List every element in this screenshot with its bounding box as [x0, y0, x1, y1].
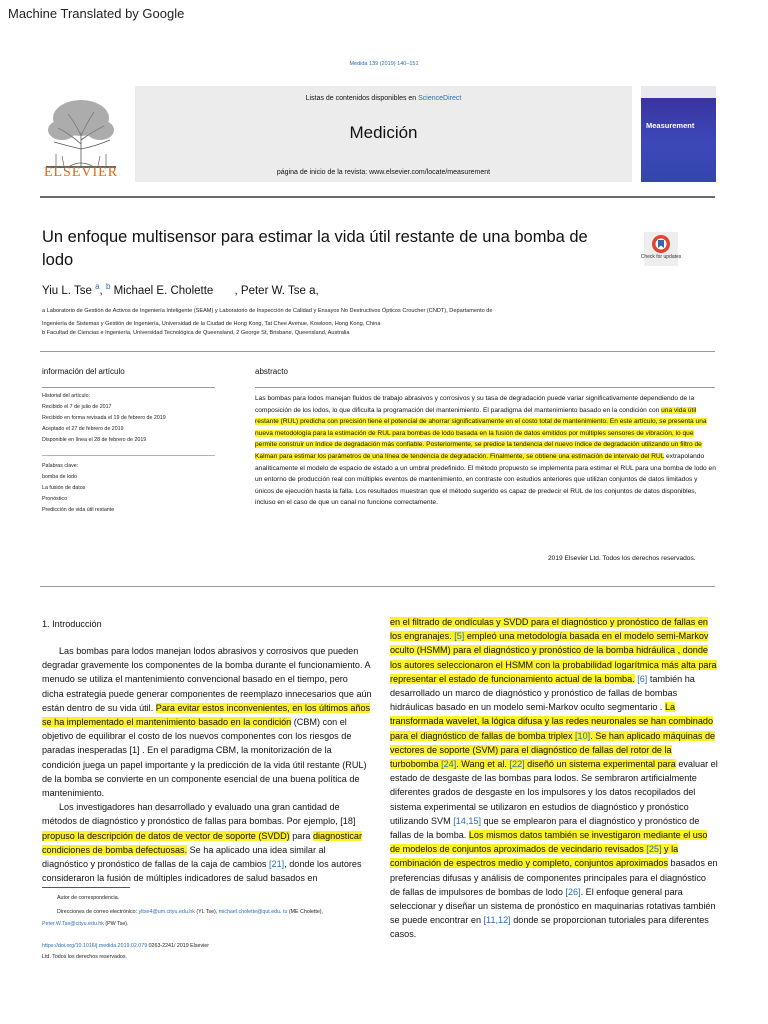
highlight-run: . Wang et al.: [456, 759, 510, 770]
history-received: Recibido el 7 de julio de 2017: [42, 404, 112, 410]
abstract-divider: [40, 586, 715, 587]
author-list: [42, 282, 319, 297]
header-divider: [40, 196, 715, 198]
citation-link[interactable]: [11,12]: [483, 915, 511, 926]
history-revised: Recibido en forma revisada el 19 de febrero de 2019: [42, 415, 166, 421]
contents-line: [135, 95, 632, 102]
highlight-run: Los mismos datos también se investigaron mediante el uso de modelos de conjuntos aproximados de vecindario revisados: [390, 830, 708, 855]
keyword-item: La fusión de datos: [42, 485, 86, 491]
history-accepted: Aceptado el 27 de febrero de 2019: [42, 426, 124, 432]
highlight-run: Para evitar estos inconvenientes, en los últimos años se ha implementado el mantenimiento basado en la condición: [42, 702, 371, 728]
affiliation-a-line-2: Ingeniería de Sistemas y Gestión de Ingeniería, Universidad de la Ciudad de Hong Kong, Tat Chee Avenue, Kowloon, Hong Kong, China: [42, 321, 381, 327]
text-run: para: [289, 830, 313, 841]
journal-homepage[interactable]: página de inicio de la revista: www.elsevier.com/locate/measurement: [276, 169, 491, 176]
publisher-logo-text: ELSEVIER: [43, 165, 119, 180]
article-info-heading: información del artículo: [42, 367, 125, 376]
intro-paragraph-2: [42, 800, 372, 885]
author-1-affil-link[interactable]: a: [95, 282, 100, 291]
contents-prefix: Listas de contenidos disponibles en: [305, 95, 419, 102]
abstract-highlight: una vida útil restante (RUL) predicha con precisión tiene el potencial de ahorrar significativamente en el costo total de mantenimiento. En este artículo, se presenta una nueva metodología para la estimación de RUL para bombas de lodo basada en la fusión de datos emitidos por múltiples sensores de vibración, lo que permite construir un índice de degradación más confiable. Posteriormente, se predice la tendencia del nuevo índice de degradación utilizando un filtro de Kalman para estimar los parámetros de una línea de tendencia de degradación. Finalmente, se obtiene una estimación de intervalo del RUL: [255, 406, 707, 460]
citation-link[interactable]: [6]: [637, 673, 648, 684]
text-run: donde se proporcionan tutoriales para diferentes casos.: [390, 915, 709, 940]
history-rule: [42, 455, 215, 456]
history-heading: Historial del artículo:: [42, 393, 90, 399]
journal-title: Medición: [349, 123, 418, 142]
highlight-run: . Se han aplicado máquinas de vectores de soporte (SVM) para el diagnóstico de fallas del rotor de la turbobomba: [390, 730, 716, 770]
article-title: Un enfoque multisensor para estimar la vida útil restante de una bomba de lodo: [42, 228, 588, 269]
corresponding-author-note: Autor de correspondencia.: [57, 895, 120, 901]
machine-translation-banner: Machine Translated by Google: [8, 6, 185, 21]
author-3: , Peter W. Tse a,: [234, 285, 319, 297]
abstract-copyright: 2019 Elsevier Ltd. Todos los derechos reservados.: [548, 555, 696, 562]
email-owner: (ME Cholette),: [287, 909, 324, 915]
citation-link[interactable]: [21]: [268, 859, 285, 870]
email-link[interactable]: yltse4@um.cityu.edu.hk: [138, 909, 195, 915]
text-run: . El enfoque general para seleccionar y diseñar un sistema de pronóstico en maquinarias rotativas también se puede encontrar en: [390, 886, 716, 926]
highlight-run: diseñó un sistema experimental para: [524, 759, 676, 770]
doi-line: [42, 941, 209, 951]
check-for-updates-label[interactable]: Check for updates: [640, 254, 682, 260]
history-online: Disponible en línea el 28 de febrero de 2019: [42, 437, 147, 443]
keyword-item: bomba de lodo: [42, 474, 78, 480]
section-heading-introduction: 1. Introducción: [42, 619, 102, 629]
abstract-heading-rule: [255, 387, 715, 388]
author-1: Yiu L. Tse: [42, 285, 92, 297]
sciencedirect-link[interactable]: ScienceDirect: [418, 95, 462, 102]
body-right-column: [390, 615, 718, 942]
info-heading-rule: [42, 387, 215, 388]
keyword-item: Pronóstico: [42, 496, 68, 502]
citation-link[interactable]: [22]: [509, 759, 525, 770]
citation-link[interactable]: [26]: [565, 886, 581, 897]
text-run: evaluar el estado de desgaste de las bombas para lodos. Se sembraron artificialmente diferentes grados de desgaste en los impulsores y los datos recopilados del sistema experimental se utilizaron en estudios de diagnóstico y pronóstico utilizando SVM: [390, 759, 718, 826]
citation-link[interactable]: [25]: [646, 844, 662, 855]
text-run: (CBM) con el objetivo de equilibrar el costo de los nuevos componentes con los riesgos de paradas inesperadas [1] . En el paradigma CBM, la monitorización de la condición juega un papel importante y la predicción de la vida útil restante (RUL) de la bomba se convierte en un componente esencial de una buena política de mantenimiento.: [42, 717, 367, 799]
highlight-run: La transformada wavelet, la lógica difusa y las redes neuronales se han combinado para el diagnóstico de fallas de bomba triplex: [390, 702, 714, 741]
affiliation-a-line-1: a Laboratorio de Gestión de Activos de Ingeniería Inteligente (SEAM) y Laboratorio de Inspección de Calidad y Ensayos No Destructivos Ópticos Croucher (CNDT), Departamento de: [42, 308, 493, 314]
author-sep: ,: [99, 285, 103, 297]
journal-cover-image: [641, 86, 716, 182]
highlight-run: y la combinación de espectros medio y completo, conjuntos aproximados: [390, 844, 679, 869]
article-history: [42, 391, 215, 446]
abstract-part-1: Las bombas para lodos manejan fluidos de trabajo abrasivos y corrosivos y su tasa de degradación puede variar significativamente dependiendo de la composición de los lodos, lo que dificulta la programación del mantenimiento. El paradigma del mantenimiento basado en la condición con: [255, 395, 695, 414]
highlight-run: en el filtrado de ondículas y SVDD para el diagnóstico y pronóstico de fallas en los engranajes.: [390, 617, 708, 642]
email-prefix: Direcciones de correo electrónico:: [57, 909, 139, 915]
email-owner: (PW Tse).: [103, 921, 129, 927]
author-2-affil-link[interactable]: b: [105, 282, 111, 291]
email-link[interactable]: Peter.W.Tse@cityu.edu.hk: [42, 921, 104, 927]
highlight-run: empleó una metodología basada en el modelo semi-Markov oculto (HSMM) para el diagnóstico y pronóstico de la bomba hidráulica , donde los autores seleccionaron el HSMM con la probabilidad logarítmica más alta para representar el estado de funcionamiento actual de la bomba.: [390, 631, 717, 684]
check-for-updates-icon[interactable]: [644, 232, 678, 266]
keyword-item: Predicción de vida útil restante: [42, 507, 115, 513]
footnote-rule: [42, 887, 130, 888]
text-run: Las bombas para lodos manejan lodos abrasivos y corrosivos que pueden degradar gravemente los componentes de la bomba durante el funcionamiento. A menudo se utiliza el mantenimiento convencional basado en el tiempo, pero dicha estrategia puede generar componentes de reemplazo innecesarios que aún están dentro de su vida útil.: [42, 646, 372, 713]
citation-link[interactable]: [5]: [454, 631, 465, 642]
text-run: también ha desarrollado un marco de diagnóstico y pronóstico de fallas de bombas hidráulicas basado en un modelo semi-Markov oculto segmentario .: [390, 673, 695, 713]
right-paragraph: [390, 615, 718, 942]
rights-line: Ltd. Todos los derechos reservados.: [42, 954, 127, 960]
citation-link[interactable]: [10]: [575, 730, 591, 741]
text-run: Se ha aplicado una idea similar al diagnóstico y pronóstico de fallas de la caja de cambios: [42, 844, 326, 870]
abstract-text: [255, 393, 717, 509]
email-link[interactable]: michael.cholette@qut.edu. tu: [218, 909, 288, 915]
highlight-run: diagnosticar condiciones de bomba defectuosas.: [42, 830, 362, 855]
doi-link[interactable]: https://doi.org/10.1016/j.medida.2019.02.079: [42, 943, 148, 949]
text-run: que se emplearon para el diagnóstico y pronóstico de fallas de la bomba.: [390, 815, 700, 841]
citation-link[interactable]: [24]: [441, 759, 457, 770]
abstract-heading: abstracto: [255, 367, 288, 376]
keywords-heading: Palabras clave:: [42, 463, 79, 469]
email-owner: (YL Tse),: [194, 909, 219, 915]
journal-cover-top-strip: [641, 86, 716, 98]
abstract-part-2: extrapolando analíticamente el modelo de espacio de estado a un umbral predefinido. El método propuesto se implementa para estimar el RUL para una bomba de lodo en un entorno de producción real con múltiples eventos de mantenimiento, en contraste con estudios anteriores que utilizan conjuntos de datos limitados y únicos de ejecución hasta la falla. Los resultados muestran que el método sugerido es capaz de predecir el RUL de los conjuntos de datos disponibles, incluso en el caso de que un canal no funcione correctamente.: [255, 452, 716, 507]
text-run: Los investigadores han desarrollado y evaluado una gran cantidad de métodos de diagnóstico y pronóstico de fallas para bombas. Por ejemplo, [18]: [42, 802, 356, 827]
affiliation-divider: [40, 351, 715, 352]
citation-link[interactable]: [14,15]: [453, 815, 481, 826]
author-2: Michael E. Cholette: [113, 285, 214, 297]
highlight-run: propuso la descripción de datos de vector de soporte (SVDD): [42, 830, 290, 841]
affiliation-b: b Facultad de Ciencias e Ingeniería, Universidad Tecnológica de Queensland, 2 George St, Brisbane, Queensland, Australia: [42, 330, 350, 336]
text-run: , donde los autores consideraron la fusión de múltiples indicadores de salud basados en: [42, 859, 362, 884]
email-addresses-cont: [42, 919, 129, 929]
intro-paragraph-1: [42, 644, 372, 800]
email-addresses: [57, 907, 387, 917]
body-left-column: [42, 644, 372, 885]
text-run: basados en preferencias difusas y análisis de componentes principales para el diagnóstico de fallas de impulsores de bombas de lodo: [390, 858, 718, 897]
issn-text: 0263-2241/ 2019 Elsevier: [147, 943, 209, 949]
journal-citation-link[interactable]: Medida 139 (2019) 140–151: [349, 61, 419, 67]
keywords: [42, 461, 215, 516]
journal-cover-title: Measurement: [646, 121, 695, 130]
